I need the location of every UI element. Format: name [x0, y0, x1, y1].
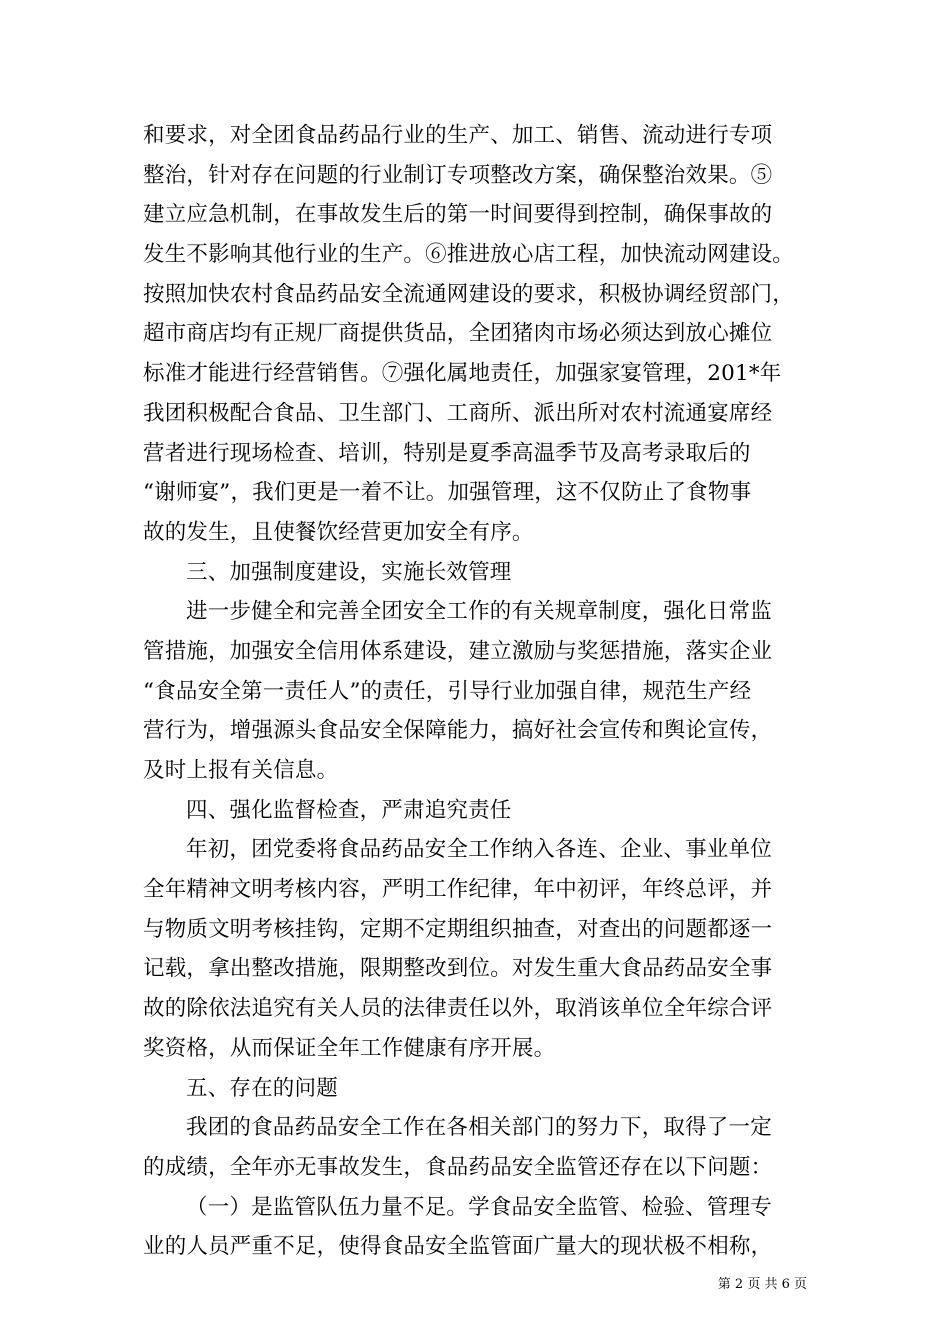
text-line: 整治，针对存在问题的行业制订专项整改方案，确保整治效果。⑤	[143, 162, 773, 188]
text-line: （一）是监管队伍力量不足。学食品安全监管、检验、管理专	[186, 1194, 772, 1220]
text-line: “谢师宴”，我们更是一着不让。加强管理，这不仅防止了食物事	[143, 480, 752, 506]
text-line: 记载，拿出整改措施，限期整改到位。对发生重大食品药品安全事	[143, 956, 773, 982]
text-line: 与物质文明考核挂钩，定期不定期组织抽查，对查出的问题都逐一	[143, 916, 773, 942]
text-line: 及时上报有关信息。	[143, 758, 339, 783]
text-line: 超市商店均有正规厂商提供货品，全团猪肉市场必须达到放心摊位	[143, 321, 773, 347]
text-line: 年初，团党委将食品药品安全工作纳入各连、企业、事业单位	[186, 837, 772, 863]
text-line: 按照加快农村食品药品安全流通网建设的要求，积极协调经贸部门，	[143, 281, 795, 307]
text-line: 故的发生，且使餐饮经营更加安全有序。	[143, 519, 534, 545]
text-line: 营行为，增强源头食品安全保障能力，搞好社会宣传和舆论宣传，	[143, 718, 773, 744]
text-line: 奖资格，从而保证全年工作健康有序开展。	[143, 1035, 556, 1061]
text-line: “食品安全第一责任人”的责任，引导行业加强自律，规范生产经	[143, 678, 752, 704]
text-line: 业的人员严重不足，使得食品安全监管面广量大的现状极不相称，	[143, 1234, 773, 1260]
text-line: 标准才能进行经营销售。⑦强化属地责任，加强家宴管理，201*年	[143, 361, 782, 387]
text-line: 进一步健全和完善全团安全工作的有关规章制度，强化日常监	[186, 599, 772, 625]
text-line: 故的除依法追究有关人员的法律责任以外，取消该单位全年综合评	[143, 996, 773, 1022]
text-line: 建立应急机制，在事故发生后的第一时间要得到控制，确保事故的	[143, 202, 773, 228]
text-line: 管措施，加强安全信用体系建设，建立激励与奖惩措施，落实企业	[143, 638, 773, 664]
text-line: 我团积极配合食品、卫生部门、工商所、派出所对农村流通宴席经	[143, 400, 773, 426]
document-body	[143, 116, 823, 1267]
text-line: 和要求，对全团食品药品行业的生产、加工、销售、流动进行专项	[143, 123, 773, 148]
text-line: 营者进行现场检查、培训，特别是夏季高温季节及高考录取后的	[143, 440, 751, 466]
text-line: 五、存在的问题	[186, 1075, 338, 1101]
text-line: 四、强化监督检查，严肃追究责任	[186, 797, 512, 823]
text-line: 三、加强制度建设，实施长效管理	[186, 559, 512, 585]
page-number-footer: 第 2 页 共 6 页	[717, 1277, 807, 1292]
text-line: 发生不影响其他行业的生产。⑥推进放心店工程，加快流动网建设。	[143, 242, 795, 268]
text-line: 我团的食品药品安全工作在各相关部门的努力下，取得了一定	[186, 1115, 772, 1141]
text-line: 的成绩，全年亦无事故发生，食品药品安全监管还存在以下问题：	[143, 1154, 773, 1180]
text-line: 全年精神文明考核内容，严明工作纪律，年中初评，年终总评，并	[143, 877, 773, 903]
